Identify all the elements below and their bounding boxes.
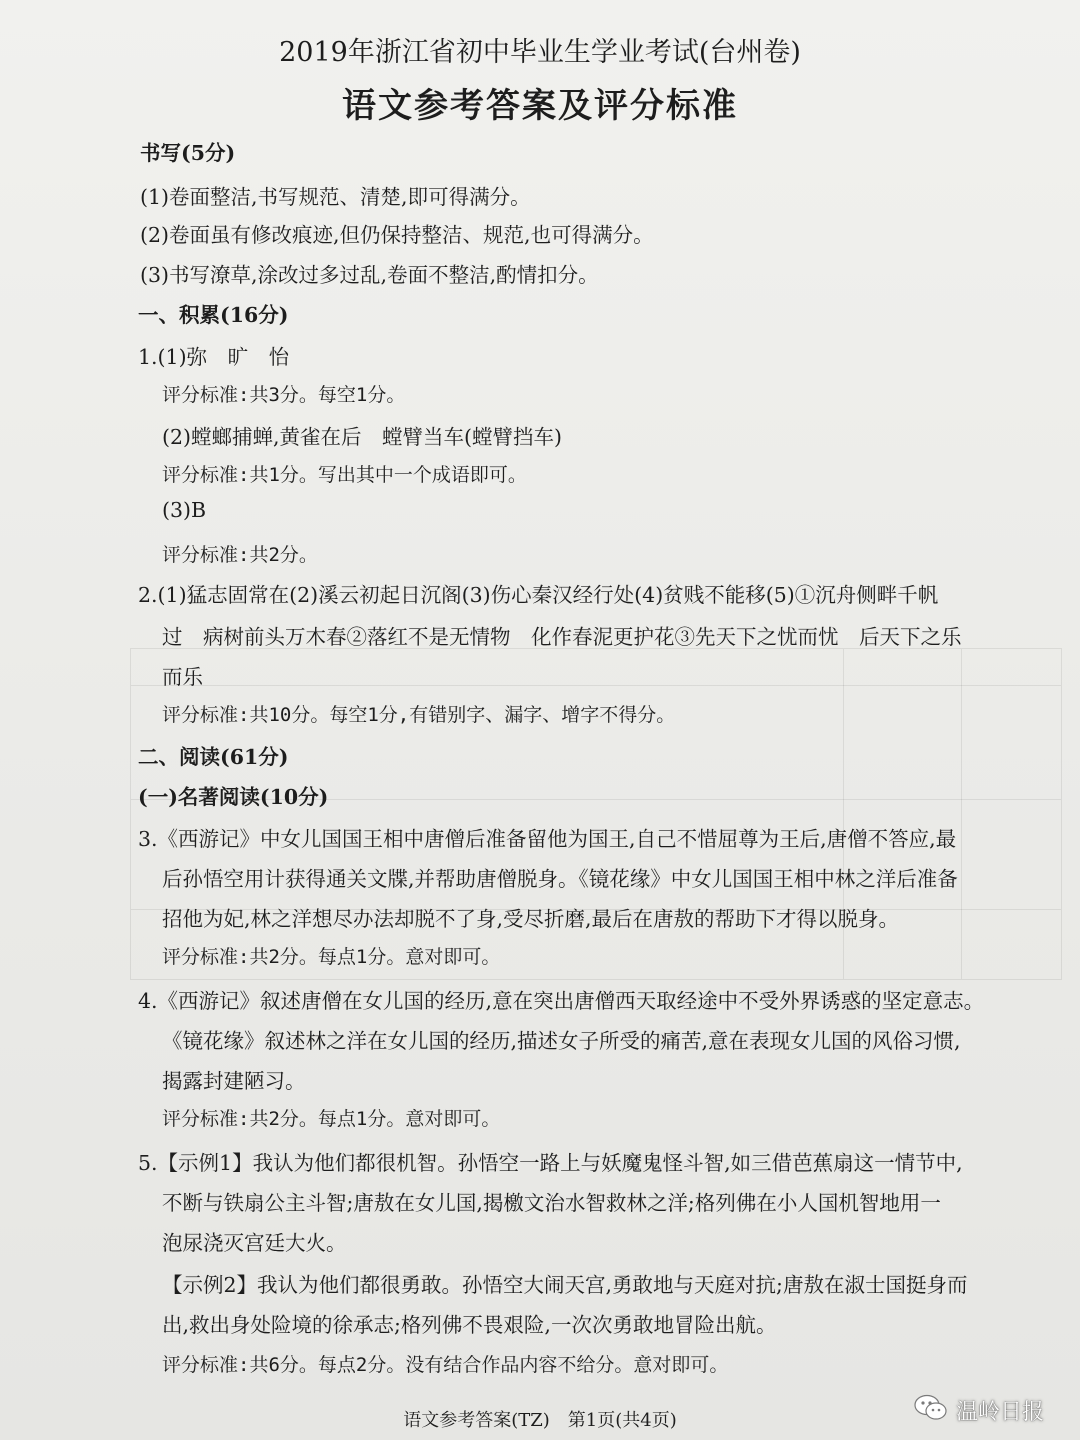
q1-answer-2: (2)螳螂捕蝉,黄雀在后 螳臂当车(螳臂挡车): [162, 425, 563, 449]
q1-criteria-1: 评分标准:共3分。每空1分。: [162, 384, 406, 406]
q5-example-2-line-1: 【示例2】我认为他们都很勇敢。孙悟空大闹天宫,勇敢地与天庭对抗;唐敖在淑士国挺身而: [162, 1273, 968, 1297]
q5-example-1-line-2: 不断与铁扇公主斗智;唐敖在女儿国,揭檄文治水智救林之洋;格列佛在小人国机智地用一: [162, 1191, 941, 1215]
q3-criteria: 评分标准:共2分。每点1分。意对即可。: [162, 946, 501, 968]
writing-item-2: (2)卷面虽有修改痕迹,但仍保持整洁、规范,也可得满分。: [140, 223, 654, 247]
q2-answer-line-3: 而乐: [162, 665, 203, 689]
q5-example-1-line-1: 5.【示例1】我认为他们都很机智。孙悟空一路上与妖魔鬼怪斗智,如三借芭蕉扇这一情节中,: [138, 1151, 963, 1175]
q2-answer-line-2: 过 病树前头万木春②落红不是无情物 化作春泥更护花③先天下之忧而忧 后天下之乐: [162, 625, 962, 649]
watermark: [914, 1394, 1044, 1426]
q1-answer-1: 1.(1)弥 旷 怡: [138, 345, 290, 369]
writing-item-3: (3)书写潦草,涂改过多过乱,卷面不整洁,酌情扣分。: [140, 263, 599, 287]
document-title: 语文参考答案及评分标准: [342, 86, 738, 126]
q4-answer-line-1: 4.《西游记》叙述唐僧在女儿国的经历,意在突出唐僧西天取经途中不受外界诱惑的坚定意志。: [138, 989, 985, 1013]
page-footer: 语文参考答案(TZ) 第1页(共4页): [403, 1410, 677, 1431]
q3-answer-line-2: 后孙悟空用计获得通关文牒,并帮助唐僧脱身。《镜花缘》中女儿国国王相中林之洋后准备: [162, 867, 958, 891]
q1-criteria-2: 评分标准:共1分。写出其中一个成语即可。: [162, 464, 527, 486]
q4-answer-line-3: 揭露封建陋习。: [162, 1069, 306, 1093]
q5-example-1-line-3: 泡尿浇灭宫廷大火。: [162, 1231, 347, 1255]
q5-criteria: 评分标准:共6分。每点2分。没有结合作品内容不给分。意对即可。: [162, 1354, 729, 1376]
q4-answer-line-2: 《镜花缘》叙述林之洋在女儿国的经历,描述女子所受的痛苦,意在表现女儿国的风俗习惯,: [162, 1029, 961, 1053]
q1-criteria-3: 评分标准:共2分。: [162, 544, 318, 566]
q5-example-2-line-2: 出,救出身处险境的徐承志;格列佛不畏艰险,一次次勇敢地冒险出航。: [162, 1313, 777, 1337]
section-heading-writing: 书写(5分): [140, 141, 236, 165]
q4-criteria: 评分标准:共2分。每点1分。意对即可。: [162, 1108, 501, 1130]
q2-criteria: 评分标准:共10分。每空1分,有错别字、漏字、增字不得分。: [162, 704, 676, 726]
q3-answer-line-3: 招他为妃,林之洋想尽办法却脱不了身,受尽折磨,最后在唐敖的帮助下才得以脱身。: [162, 907, 900, 931]
q1-answer-3: (3)B: [162, 498, 207, 522]
wechat-icon: [914, 1394, 948, 1426]
exam-title: 2019年浙江省初中毕业生学业考试(台州卷): [279, 37, 801, 68]
q2-answer-line-1: 2.(1)猛志固常在(2)溪云初起日沉阁(3)伤心秦汉经行处(4)贫贱不能移(5)①沉舟侧畔千帆: [138, 583, 939, 607]
writing-item-1: (1)卷面整洁,书写规范、清楚,即可得满分。: [140, 185, 531, 209]
q3-answer-line-1: 3.《西游记》中女儿国国王相中唐僧后准备留他为国王,自己不惜屈尊为王后,唐僧不答应,最: [138, 827, 957, 851]
watermark-text: 温岭日报: [955, 1399, 1044, 1425]
section-heading-reading: 二、阅读(61分): [138, 745, 289, 769]
subsection-heading-classics: (一)名著阅读(10分): [138, 785, 329, 809]
section-heading-accumulation: 一、积累(16分): [138, 303, 289, 327]
